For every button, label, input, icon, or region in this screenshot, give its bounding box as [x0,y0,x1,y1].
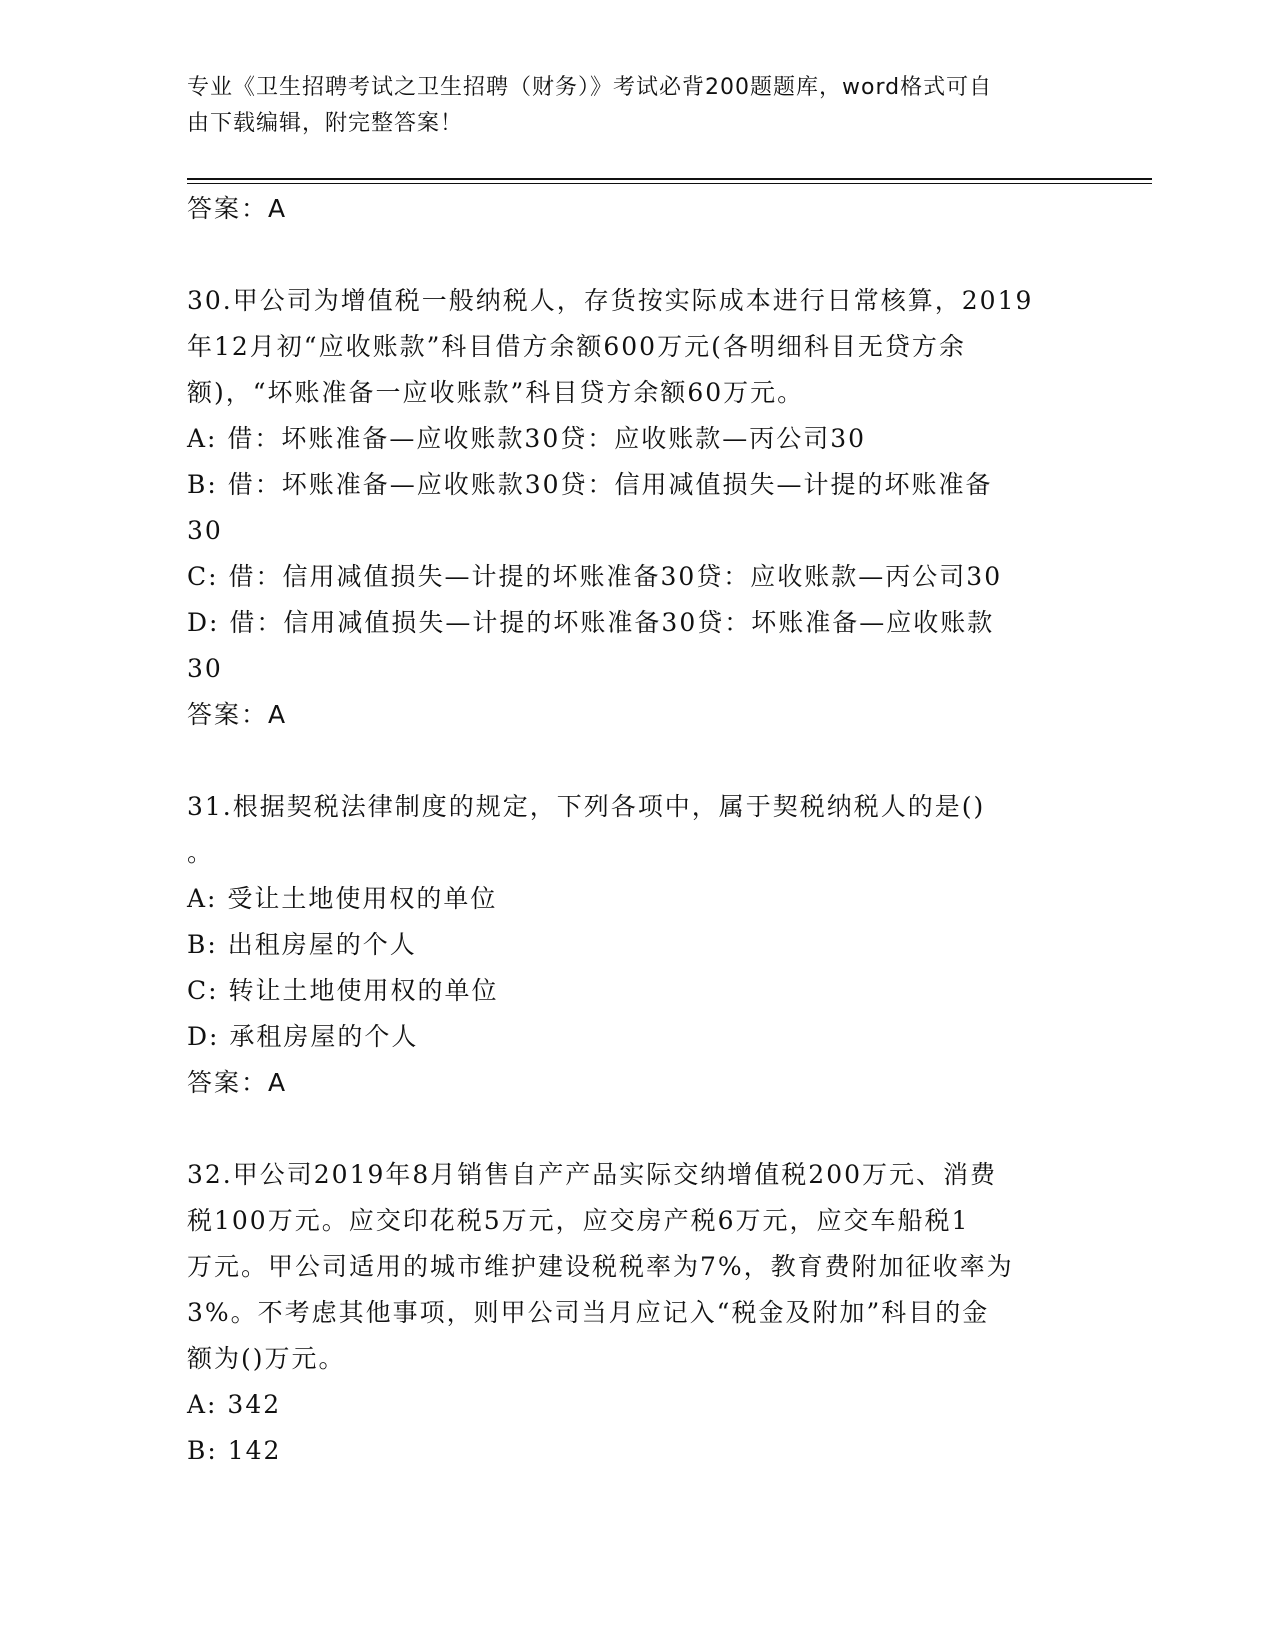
option-c: C: 转让土地使用权的单位 [187,976,499,1005]
question-text-line: 额)，“坏账准备一应收账款”科目贷方余额60万元。 [187,378,805,407]
document-body [187,186,1087,1474]
option-d: D: 借：信用减值损失—计提的坏账准备30贷：坏账准备—应收账款 [187,608,995,637]
question-text-line: 31.根据契税法律制度的规定，下列各项中，属于契税纳税人的是() [187,792,986,821]
option-b-continued: 30 [187,516,223,545]
question-31 [187,784,1087,1106]
option-d-continued: 30 [187,654,223,683]
question-text-line: 万元。甲公司适用的城市维护建设税税率为7%，教育费附加征收率为 [187,1252,1014,1281]
question-text-line: 年12月初“应收账款”科目借方余额600万元(各明细科目无贷方余 [187,332,966,361]
question-text-line: 3%。不考虑其他事项，则甲公司当月应记入“税金及附加”科目的金 [187,1298,990,1327]
question-text-line: 30.甲公司为增值税一般纳税人，存货按实际成本进行日常核算，2019 [187,286,1034,315]
question-text-line: 32.甲公司2019年8月销售自产产品实际交纳增值税200万元、消费 [187,1160,998,1189]
spacer [187,232,1087,278]
document-header [187,70,1067,142]
header-rule-thin [187,183,1152,184]
question-text-line: 。 [187,838,215,867]
option-a: A: 受让土地使用权的单位 [187,884,498,913]
question-text-line: 额为()万元。 [187,1344,346,1373]
spacer [187,738,1087,784]
option-b: B: 出租房屋的个人 [187,930,417,959]
header-line-1: 专业《卫生招聘考试之卫生招聘（财务）》考试必背200题题库，word格式可自 [187,75,993,100]
option-c: C: 借：信用减值损失—计提的坏账准备30贷：应收账款—丙公司30 [187,562,1003,591]
answer: 答案：A [187,1068,288,1097]
option-a: A: 342 [187,1390,282,1419]
spacer [187,1106,1087,1152]
header-line-2: 由下载编辑，附完整答案！ [187,111,464,136]
option-a: A: 借：坏账准备—应收账款30贷：应收账款—丙公司30 [187,424,867,453]
question-32 [187,1152,1087,1474]
header-rule-thick [187,178,1152,180]
option-d: D: 承租房屋的个人 [187,1022,419,1051]
previous-answer: 答案：A [187,194,288,223]
question-text-line: 税100万元。应交印花税5万元，应交房产税6万元，应交车船税1 [187,1206,970,1235]
option-b: B: 142 [187,1436,282,1465]
option-b: B: 借：坏账准备—应收账款30贷：信用减值损失—计提的坏账准备 [187,470,993,499]
answer: 答案：A [187,700,288,729]
question-30 [187,278,1087,738]
